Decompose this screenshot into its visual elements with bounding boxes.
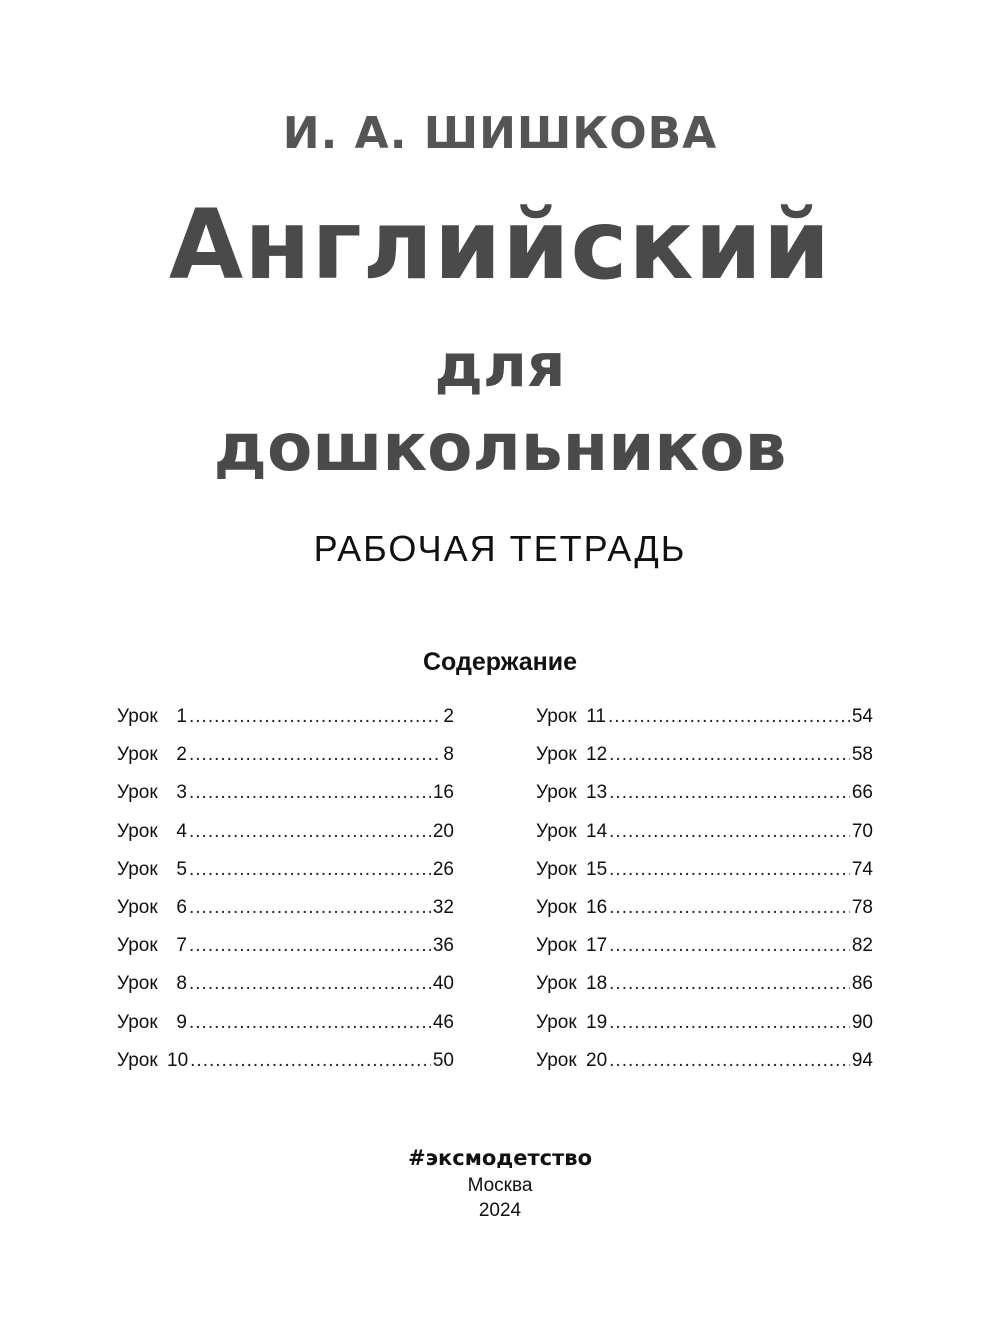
toc-lesson-number: 9 (176, 1011, 187, 1033)
toc-lesson-number: 8 (176, 973, 187, 995)
toc-lesson-number: 11 (586, 706, 606, 727)
toc-lesson-word: Урок (117, 973, 158, 995)
toc-dot-leader (189, 935, 431, 957)
toc-lesson-word: Урок (536, 820, 577, 842)
toc-lesson-word: Урок (117, 820, 158, 842)
toc-page-number: 46 (432, 1011, 454, 1033)
toc-page-number: 20 (432, 820, 454, 842)
toc-page-number: 16 (432, 782, 454, 804)
toc-entry (117, 744, 454, 782)
publisher-brand: #эксмодетство (407, 1146, 593, 1170)
toc-lesson-number: 17 (586, 935, 608, 957)
toc-lesson-word: Урок (117, 935, 158, 957)
toc-lesson-number: 18 (586, 973, 608, 995)
toc-lesson-word: Урок (536, 1011, 577, 1033)
toc-page-number: 82 (851, 935, 873, 957)
toc-entry (117, 859, 454, 897)
toc-lesson-number: 1 (176, 706, 187, 727)
toc-lesson-number: 7 (176, 935, 187, 957)
toc-dot-leader (189, 706, 441, 728)
toc-dot-leader (190, 1050, 431, 1072)
toc-entry (536, 706, 873, 744)
toc-dot-leader (609, 744, 850, 766)
toc-entry (536, 821, 873, 859)
author-name: И. А. ШИШКОВА (282, 108, 718, 159)
toc-page-number: 8 (443, 744, 454, 766)
toc-dot-leader (608, 706, 850, 728)
toc-lesson-word: Урок (536, 744, 577, 766)
toc-entry (117, 935, 454, 973)
toc-lesson-word: Урок (117, 744, 158, 766)
toc-dot-leader (609, 897, 850, 919)
toc-lesson-number: 2 (176, 744, 187, 766)
toc-dot-leader (609, 859, 850, 881)
book-subtitle: РАБОЧАЯ ТЕТРАДЬ (313, 528, 687, 569)
toc-entry (536, 973, 873, 1011)
toc-page-number: 78 (851, 896, 873, 918)
toc-lesson-number: 20 (586, 1049, 608, 1071)
toc-lesson-word: Урок (536, 706, 577, 727)
toc-entry (536, 782, 873, 820)
toc-page-number: 94 (851, 1049, 873, 1071)
toc-lesson-word: Урок (117, 1011, 158, 1033)
toc-page-number: 32 (432, 896, 454, 918)
toc-dot-leader (189, 782, 431, 804)
toc-entry (536, 744, 873, 782)
toc-entry (117, 821, 454, 859)
toc-lesson-word: Урок (536, 935, 577, 957)
toc-entry (117, 897, 454, 935)
toc-lesson-number: 10 (167, 1049, 189, 1071)
toc-lesson-word: Урок (536, 1049, 577, 1071)
toc-lesson-number: 13 (586, 782, 608, 804)
toc-lesson-word: Урок (117, 858, 158, 880)
toc-page-number: 90 (851, 1011, 873, 1033)
toc-lesson-word: Урок (117, 782, 158, 804)
toc-lesson-word: Урок (536, 973, 577, 995)
toc-entry (117, 973, 454, 1011)
toc-lesson-number: 12 (586, 744, 608, 766)
toc-dot-leader (609, 1012, 850, 1034)
toc-lesson-number: 6 (176, 896, 187, 918)
toc-entry (536, 859, 873, 897)
toc-heading: Содержание (422, 648, 578, 676)
toc-page-number: 26 (432, 858, 454, 880)
toc-page-number: 2 (443, 706, 454, 727)
toc-entry (117, 706, 454, 744)
toc-entry (536, 897, 873, 935)
toc-lesson-word: Урок (117, 1049, 158, 1071)
toc-page-number: 66 (851, 782, 873, 804)
toc-page-number: 40 (432, 973, 454, 995)
toc-page-number: 58 (851, 744, 873, 766)
book-title-line-2: для (434, 331, 566, 401)
toc-lesson-number: 16 (586, 896, 608, 918)
toc-page-number: 86 (851, 973, 873, 995)
toc-dot-leader (609, 1050, 850, 1072)
toc-dot-leader (189, 744, 441, 766)
toc-dot-leader (609, 973, 850, 995)
toc-dot-leader (189, 973, 431, 995)
toc-column-right (536, 706, 873, 1088)
toc-entry (536, 1012, 873, 1050)
toc-lesson-number: 15 (586, 858, 608, 880)
toc-page-number: 70 (851, 820, 873, 842)
toc-dot-leader (189, 859, 431, 881)
toc-dot-leader (609, 782, 850, 804)
toc-dot-leader (609, 821, 850, 843)
toc-entry (536, 935, 873, 973)
toc-lesson-number: 3 (176, 782, 187, 804)
toc-lesson-word: Урок (117, 706, 158, 727)
toc-entry (117, 782, 454, 820)
toc-dot-leader (189, 1012, 431, 1034)
toc-column-left (117, 706, 454, 1088)
publisher-city: Москва (467, 1175, 533, 1196)
toc-lesson-number: 14 (586, 820, 608, 842)
toc-lesson-number: 4 (176, 820, 187, 842)
toc-dot-leader (189, 821, 431, 843)
book-title: Английский (168, 189, 832, 301)
toc-dot-leader (609, 935, 850, 957)
toc-entry (117, 1012, 454, 1050)
toc-page-number: 54 (851, 706, 873, 727)
toc-lesson-word: Урок (536, 858, 577, 880)
toc-dot-leader (189, 897, 431, 919)
toc-lesson-word: Урок (117, 896, 158, 918)
toc-lesson-number: 5 (176, 858, 187, 880)
publication-year: 2024 (478, 1200, 522, 1221)
toc-entry (536, 1050, 873, 1088)
toc-page-number: 36 (432, 935, 454, 957)
book-title-line-3: дошкольников (213, 409, 787, 486)
toc-page-number: 50 (432, 1049, 454, 1071)
toc-lesson-word: Урок (536, 896, 577, 918)
toc-page-number: 74 (851, 858, 873, 880)
toc-lesson-number: 19 (586, 1011, 608, 1033)
toc-entry (117, 1050, 454, 1088)
toc-lesson-word: Урок (536, 782, 577, 804)
